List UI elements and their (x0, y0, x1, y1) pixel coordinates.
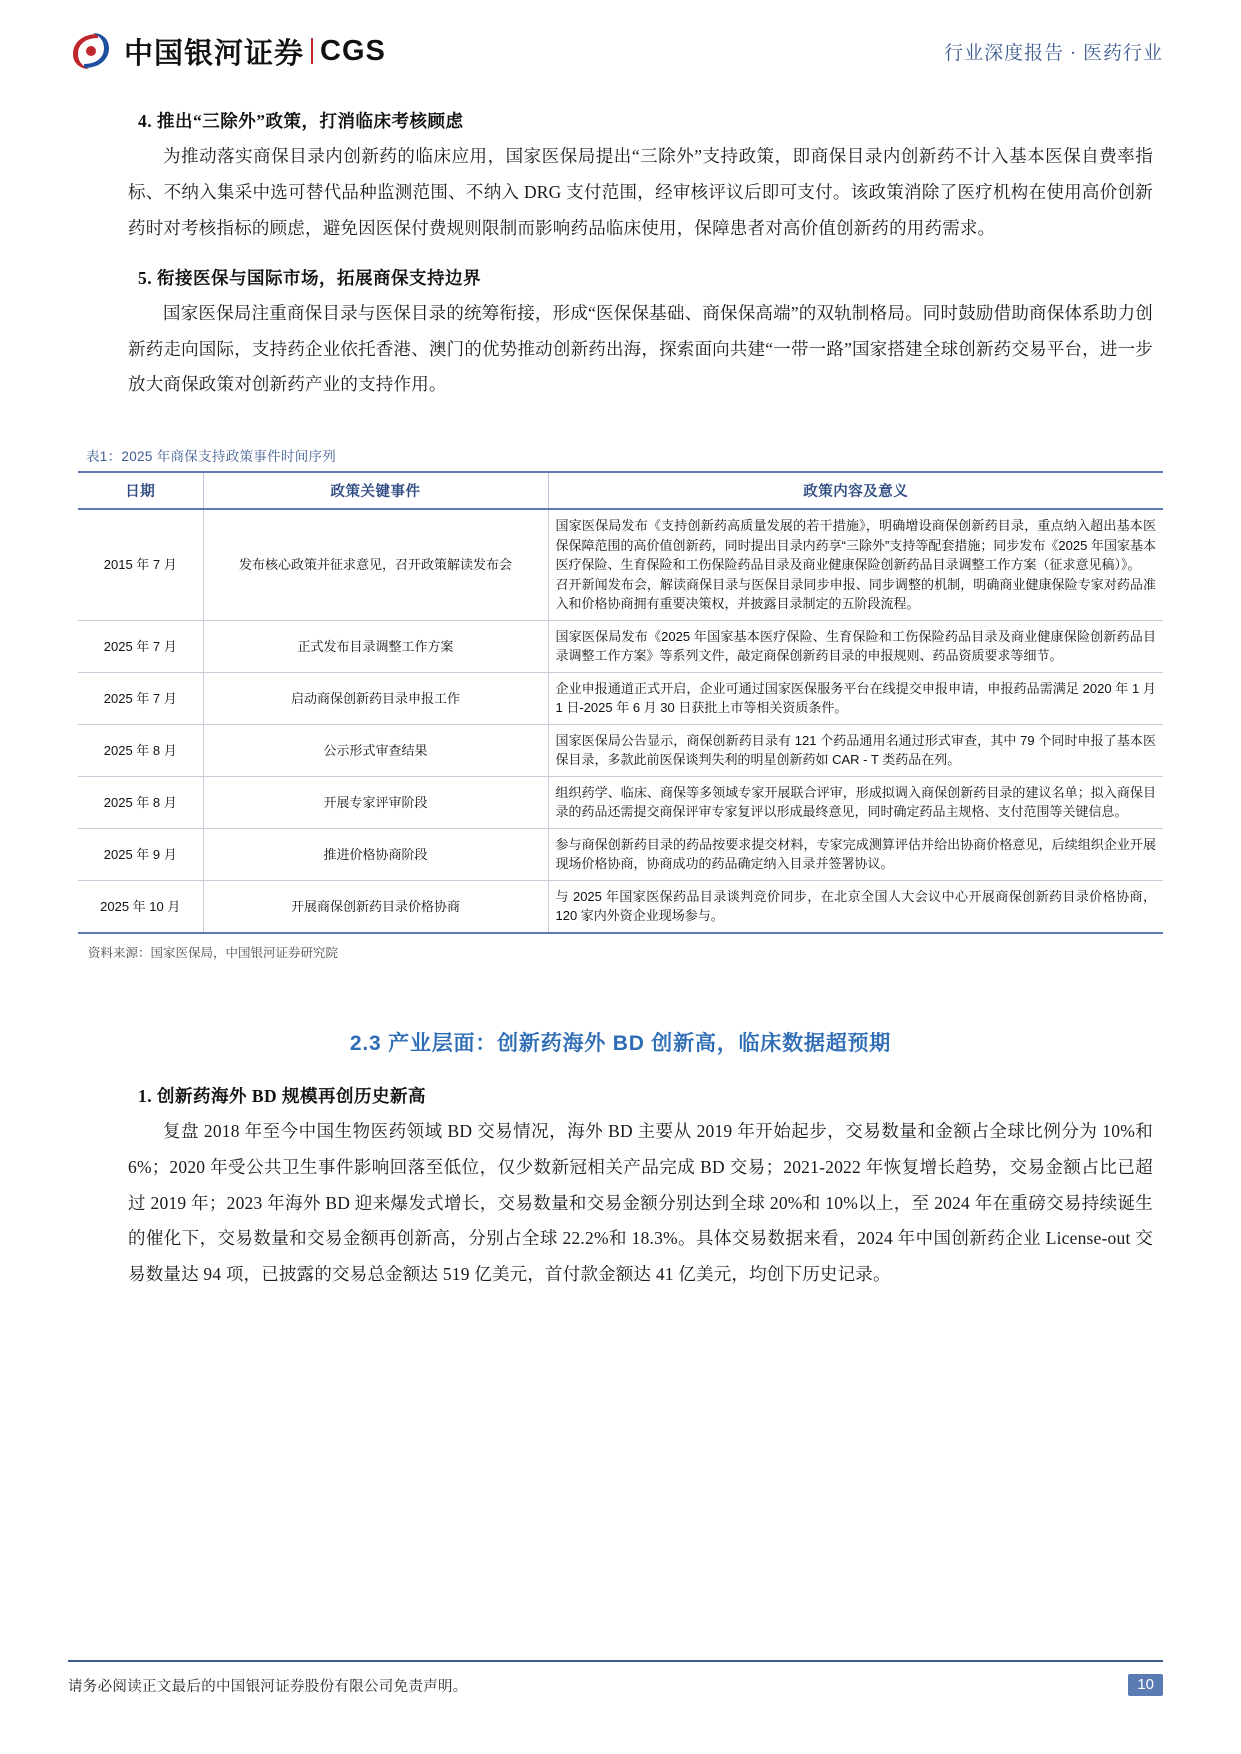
cell-date: 2025 年 8 月 (78, 724, 203, 776)
table-body (78, 509, 1163, 933)
cell-date: 2025 年 7 月 (78, 672, 203, 724)
section-title-2-3: 2.3 产业层面：创新药海外 BD 创新高，临床数据超预期 (349, 1031, 892, 1055)
brand-logo (68, 28, 386, 74)
subsection-heading-bd: 1. 创新药海外 BD 规模再创历史新高 (138, 1085, 427, 1106)
table-row (78, 509, 1163, 620)
cell-detail: 与 2025 年国家医保药品目录谈判竞价同步，在北京全国人大会议中心开展商保创新药目录价格协商，120 家内外资企业现场参与。 (548, 880, 1163, 933)
cell-detail: 国家医保局公告显示，商保创新药目录有 121 个药品通用名通过形式审查，其中 79 个同时申报了基本医保目录，多款此前医保谈判失利的明星创新药如 CAR - T 类药品在列。 (548, 724, 1163, 776)
brand-separator (311, 38, 313, 64)
cell-detail: 参与商保创新药目录的药品按要求提交材料，专家完成测算评估并给出协商价格意见，后续组织企业开展现场价格协商，协商成功的药品确定纳入目录并签署协议。 (548, 828, 1163, 880)
cell-event: 开展商保创新药目录价格协商 (203, 880, 548, 933)
page-footer (0, 1660, 1241, 1696)
cell-event: 推进价格协商阶段 (203, 828, 548, 880)
cell-date: 2015 年 7 月 (78, 509, 203, 620)
brand-name-en: CGS (320, 34, 386, 67)
cell-event: 公示形式审查结果 (203, 724, 548, 776)
brand-wordmark (124, 31, 386, 72)
report-type-label: 行业深度报告 · 医药行业 (944, 42, 1163, 64)
page-number-badge: 10 (1128, 1674, 1163, 1696)
cell-detail: 企业申报通道正式开启，企业可通过国家医保服务平台在线提交申报申请，申报药品需满足 2020 年 1 月 1 日-2025 年 6 月 30 日获批上市等相关资质条件。 (548, 672, 1163, 724)
cell-detail: 组织药学、临床、商保等多领域专家开展联合评审，形成拟调入商保创新药目录的建议名单；拟入商保目录的药品还需提交商保评审专家复评以形成最终意见，同时确定药品主规格、支付范围等关键信息。 (548, 776, 1163, 828)
column-header-date: 日期 (78, 472, 203, 509)
subsection-paragraph-5: 国家医保局注重商保目录与医保目录的统筹衔接，形成“医保保基础、商保保高端”的双轨制格局。同时鼓励借助商保体系助力创新药走向国际，支持药企业依托香港、澳门的优势推动创新药出海，探索面向共建“一带一路”国家搭建全球创新药交易平台，进一步放大商保政策对创新药产业的支持作用。 (128, 302, 1153, 395)
subsection-heading-5: 5. 衔接医保与国际市场，拓展商保支持边界 (138, 267, 481, 288)
table-row (78, 828, 1163, 880)
cell-event: 发布核心政策并征求意见，召开政策解读发布会 (203, 509, 548, 620)
footer-divider (68, 1660, 1163, 1662)
subsection-paragraph-bd: 复盘 2018 年至今中国生物医药领域 BD 交易情况，海外 BD 主要从 2019 年开始起步，交易数量和金额占全球比例分为 10%和 6%；2020 年受公共卫生事件影响回落至低位，仅少数新冠相关产品完成 BD 交易；2021-2022 年恢复增长趋势，交易金额占比已超过 2019 年；2023 年海外 BD 迎来爆发式增长，交易数量和交易金额分别达到全球 20%和 10%以上，至 2024 年在重磅交易持续诞生的催化下，交易数量和交易金额再创新高，分别占全球 22.2%和 18.3%。具体交易数据来看，2024 年中国创新药企业 License-out 交易数量达 94 项，已披露的交易总金额达 519 亿美元，首付款金额达 41 亿美元，均创下历史记录。 (128, 1120, 1153, 1285)
cell-event: 开展专家评审阶段 (203, 776, 548, 828)
cell-detail: 国家医保局发布《支持创新药高质量发展的若干措施》，明确增设商保创新药目录，重点纳入超出基本医保保障范围的高价值创新药，同时提出目录内药享“三除外”支持等配套措施；同步发布《2025 年国家基本医疗保险、生育保险和工伤保险药品目录及商业健康保险创新药品目录调整工作方案（征求意见稿）》。 召开新闻发布会，解读商保目录与医保目录同步申报、同步调整的机制，明确商业健康保险专家对药品准入和价格协商拥有重要决策权，并披露目录制定的五阶段流程。 (548, 509, 1163, 620)
policy-timeline-table (78, 471, 1163, 934)
cell-event: 正式发布目录调整工作方案 (203, 620, 548, 672)
cell-detail: 国家医保局发布《2025 年国家基本医疗保险、生育保险和工伤保险药品目录及商业健康保险创新药品目录调整工作方案》等系列文件，敲定商保创新药目录的申报规则、药品资质要求等细节。 (548, 620, 1163, 672)
table-row (78, 620, 1163, 672)
table-row (78, 724, 1163, 776)
table-caption: 表1：2025 年商保支持政策事件时间序列 (86, 449, 337, 465)
table-row (78, 880, 1163, 933)
subsection-heading-4: 4. 推出“三除外”政策，打消临床考核顾虑 (138, 111, 464, 131)
cell-event: 启动商保创新药目录申报工作 (203, 672, 548, 724)
subsection-paragraph-4: 为推动落实商保目录内创新药的临床应用，国家医保局提出“三除外”支持政策，即商保目录内创新药不计入基本医保自费率指标、不纳入集采中选可替代品种监测范围、不纳入 DRG 支付范围，经审核评议后即可支付。该政策消除了医疗机构在使用高价创新药时对考核指标的顾虑，避免因医保付费规则限制而影响药品临床使用，保障患者对高价值创新药的用药需求。 (128, 146, 1153, 238)
footer-disclaimer: 请务必阅读正文最后的中国银河证券股份有限公司免责声明。 (68, 1678, 468, 1695)
cell-date: 2025 年 7 月 (78, 620, 203, 672)
cell-date: 2025 年 8 月 (78, 776, 203, 828)
column-header-event: 政策关键事件 (203, 472, 548, 509)
cell-date: 2025 年 10 月 (78, 880, 203, 933)
galaxy-securities-logo-icon (68, 28, 114, 74)
table-source-note: 资料来源：国家医保局，中国银河证券研究院 (88, 945, 339, 960)
page-header (0, 0, 1241, 84)
brand-name-cn: 中国银河证券 (124, 37, 305, 70)
table-row (78, 776, 1163, 828)
cell-date: 2025 年 9 月 (78, 828, 203, 880)
page-content (0, 108, 1241, 1293)
table-row (78, 672, 1163, 724)
column-header-detail: 政策内容及意义 (548, 472, 1163, 509)
table-header-row (78, 472, 1163, 509)
